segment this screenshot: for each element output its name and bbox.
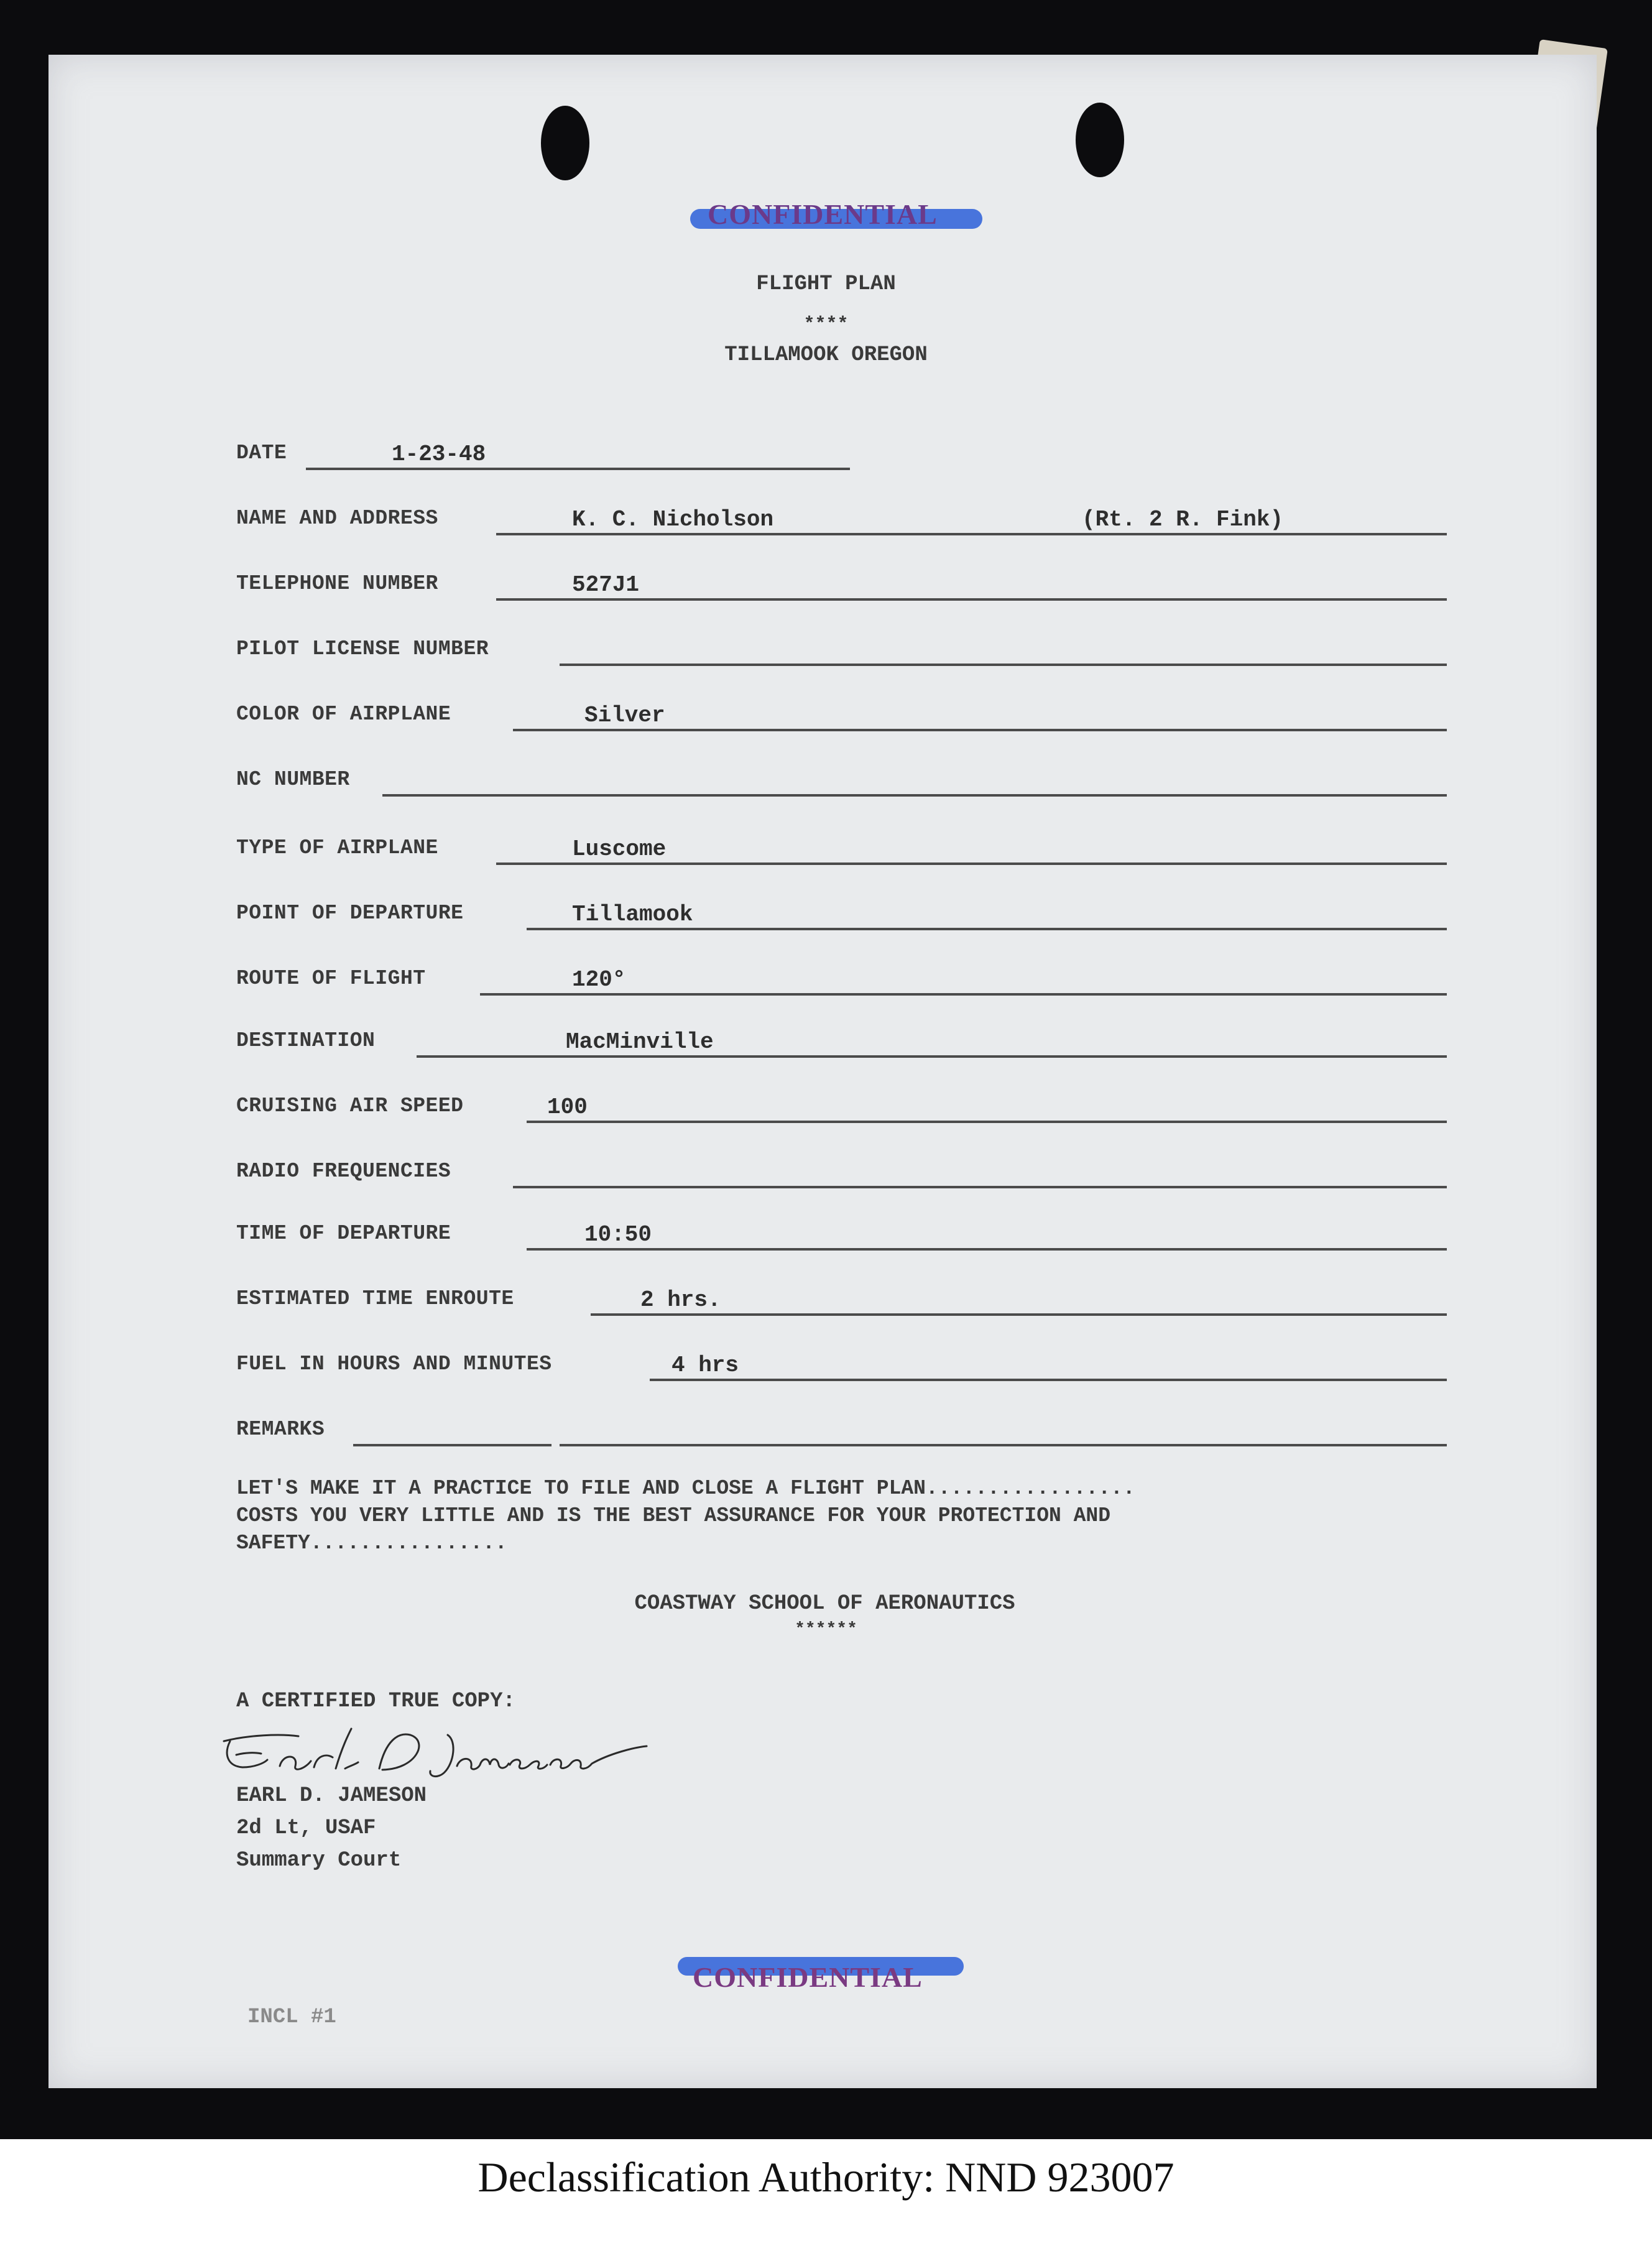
field-label: TIME OF DEPARTURE: [236, 1222, 451, 1245]
field-label: PILOT LICENSE NUMBER: [236, 637, 489, 660]
field-underline: [496, 533, 1447, 535]
field-value: 527J1: [572, 572, 640, 598]
form-field-row: [236, 1287, 1447, 1325]
field-label: ROUTE OF FLIGHT: [236, 967, 426, 990]
signer-block: [236, 1780, 427, 1877]
form-field-row: [236, 1222, 1447, 1259]
form-field-row: [236, 1094, 1447, 1132]
field-underline: [382, 794, 1447, 797]
field-underline: [417, 1055, 1447, 1058]
stamp-text: CONFIDENTIAL: [708, 198, 938, 230]
declassification-caption: Declassification Authority: NND 923007: [478, 2153, 1174, 2201]
field-value: Silver: [584, 703, 665, 728]
field-value: Luscome: [572, 836, 667, 862]
field-value: K. C. Nicholson: [572, 507, 774, 532]
field-label: DESTINATION: [236, 1029, 376, 1052]
form-field-row: [236, 507, 1447, 544]
school-name: COASTWAY SCHOOL OF AERONAUTICS: [634, 1592, 1015, 1616]
field-underline: [591, 1313, 1447, 1316]
field-underline: [496, 863, 1447, 865]
school-stars: ******: [795, 1620, 857, 1639]
field-label: DATE: [236, 442, 287, 465]
confidential-stamp-bottom: [678, 1949, 964, 1993]
field-underline: [353, 1444, 551, 1446]
field-underline: [560, 664, 1447, 666]
field-label: CRUISING AIR SPEED: [236, 1094, 464, 1117]
field-underline: [496, 598, 1447, 601]
form-field-row: [236, 902, 1447, 939]
form-field-row: [236, 1353, 1447, 1390]
form-field-row: [236, 768, 1447, 805]
field-underline: [513, 1186, 1447, 1188]
notice-line-1: LET'S MAKE IT A PRACTICE TO FILE AND CLOSE A FLIGHT PLAN.................: [236, 1477, 1135, 1500]
signer-rank: 2d Lt, USAF: [236, 1816, 376, 1840]
field-label: COLOR OF AIRPLANE: [236, 703, 451, 726]
field-label: ESTIMATED TIME ENROUTE: [236, 1287, 514, 1310]
signature: [211, 1716, 659, 1788]
form-field-row: [236, 967, 1447, 1004]
form-field-row: [236, 1418, 1447, 1455]
notice-paragraph: [236, 1475, 1455, 1557]
field-value-secondary: (Rt. 2 R. Fink): [1082, 507, 1284, 532]
field-underline: [527, 1248, 1447, 1251]
field-label: REMARKS: [236, 1418, 325, 1441]
notice-line-2: COSTS YOU VERY LITTLE AND IS THE BEST ASSURANCE FOR YOUR PROTECTION AND: [236, 1504, 1111, 1527]
field-underline: [513, 729, 1447, 731]
title-stars: ****: [803, 314, 849, 335]
form-title: FLIGHT PLAN: [756, 272, 896, 296]
form-field-row: [236, 637, 1447, 675]
form-field-row: [236, 1029, 1447, 1066]
field-underline: [560, 1444, 1447, 1446]
stamp-text: CONFIDENTIAL: [693, 1961, 923, 1993]
field-label: NAME AND ADDRESS: [236, 507, 438, 530]
field-value: 10:50: [584, 1222, 652, 1247]
field-value: 100: [547, 1094, 588, 1120]
field-value: Tillamook: [572, 902, 693, 927]
form-field-row: [236, 442, 1447, 479]
field-underline: [480, 993, 1447, 996]
form-field-row: [236, 572, 1447, 609]
field-label: NC NUMBER: [236, 768, 350, 791]
field-underline: [527, 1121, 1447, 1123]
field-label: TELEPHONE NUMBER: [236, 572, 438, 595]
field-label: TYPE OF AIRPLANE: [236, 836, 438, 859]
field-value: 1-23-48: [392, 442, 486, 467]
field-value: 120°: [572, 967, 626, 992]
form-field-row: [236, 1160, 1447, 1197]
handwritten-signature: [211, 1716, 659, 1785]
signer-name: EARL D. JAMESON: [236, 1784, 427, 1808]
enclosure-label: INCL #1: [247, 2005, 336, 2029]
field-value: 4 hrs: [671, 1353, 739, 1378]
punch-hole-right: [1076, 103, 1124, 177]
form-field-row: [236, 703, 1447, 740]
certification-heading: A CERTIFIED TRUE COPY:: [236, 1690, 515, 1713]
punch-hole-left: [541, 106, 589, 180]
field-label: FUEL IN HOURS AND MINUTES: [236, 1353, 552, 1376]
field-value: MacMinville: [566, 1029, 714, 1055]
field-label: POINT OF DEPARTURE: [236, 902, 464, 925]
signer-role: Summary Court: [236, 1849, 402, 1872]
field-underline: [306, 468, 850, 470]
confidential-stamp-top: [690, 198, 982, 235]
form-location: TILLAMOOK OREGON: [724, 343, 928, 367]
field-label: RADIO FREQUENCIES: [236, 1160, 451, 1183]
form-field-row: [236, 836, 1447, 874]
field-value: 2 hrs.: [640, 1287, 721, 1313]
field-underline: [650, 1379, 1447, 1381]
notice-line-3: SAFETY................: [236, 1532, 507, 1555]
field-underline: [527, 928, 1447, 930]
